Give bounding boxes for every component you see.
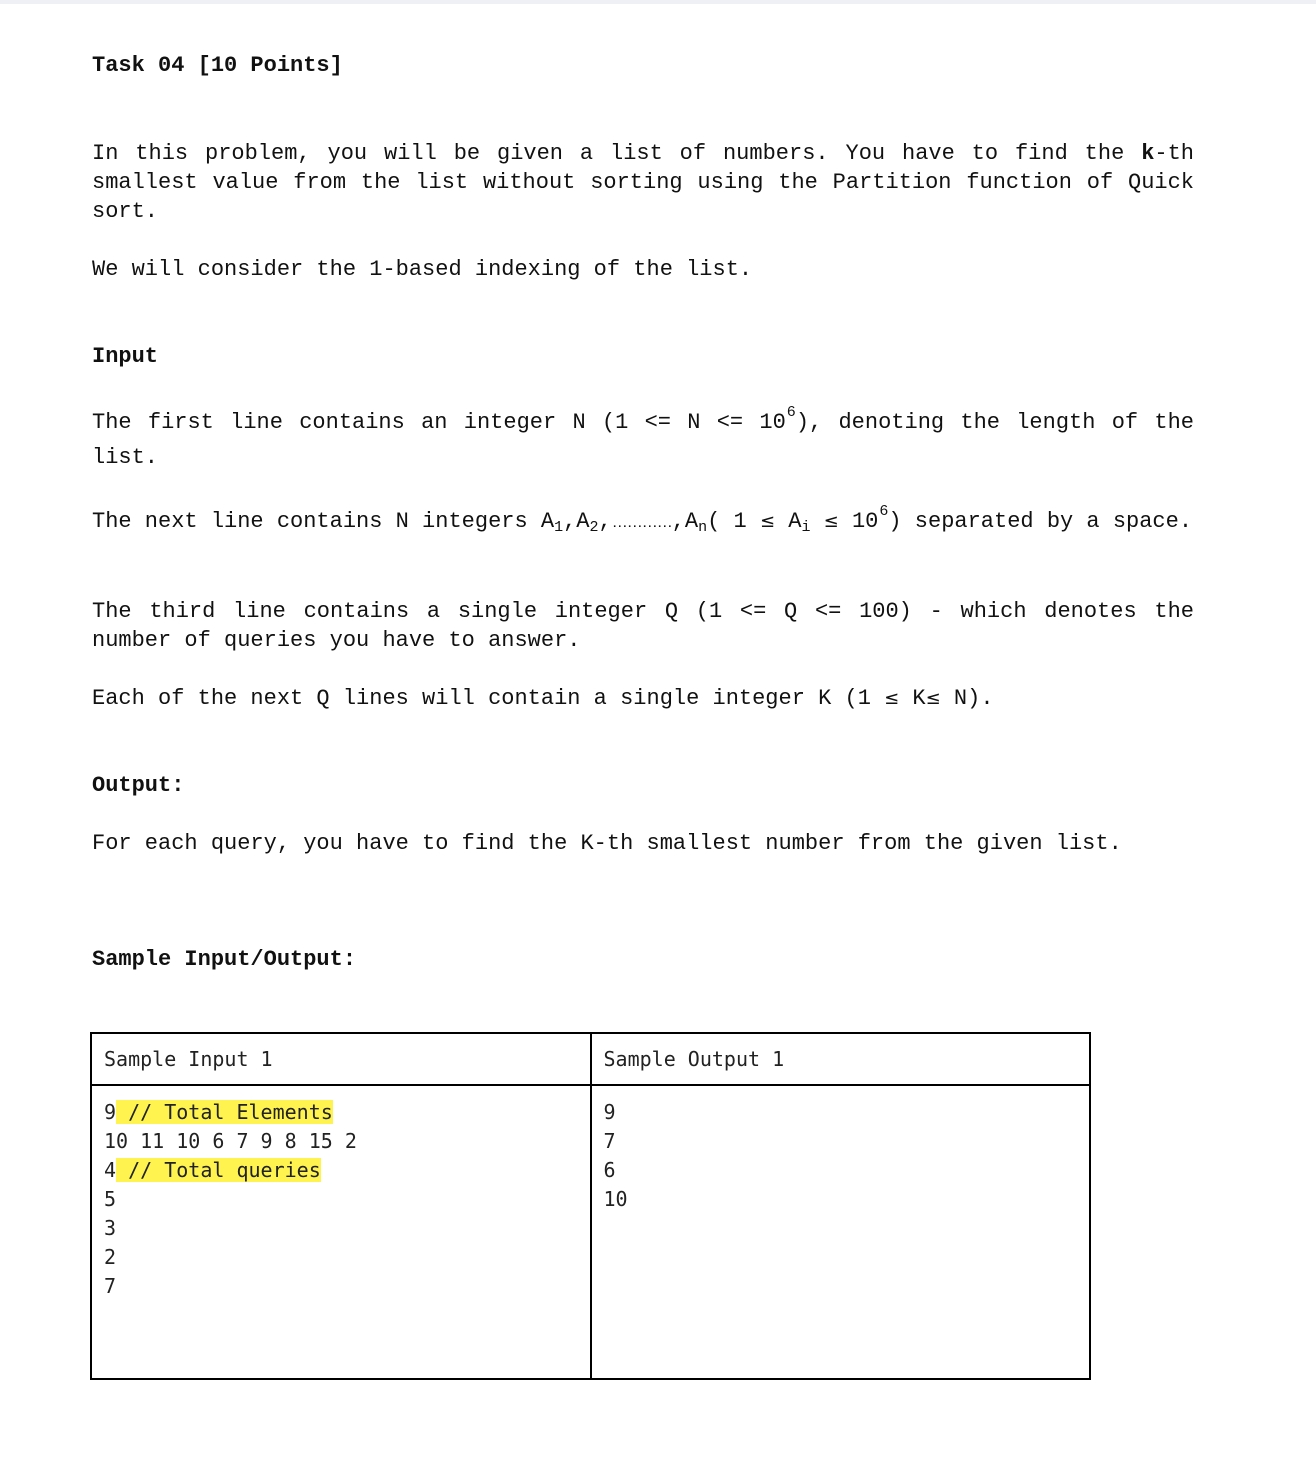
ellipsis-dots: ………… [611,514,672,531]
input-value: 5 [104,1187,117,1211]
sample-input-line [104,1185,578,1214]
input-value: 7 [104,1274,117,1298]
intro-text-b: -th smallest value from the list without sorting using the Partition function of Quick sort. [92,141,1194,224]
sample-output-header: Sample Output 1 [591,1033,1091,1085]
input-line2-a: The next line contains N integers A [92,509,555,534]
input-line4-a: Each of the next Q lines will contain a single integer K (1 [92,686,885,711]
input-line4-c: N). [940,686,994,711]
separator-a2: ,A [563,509,590,534]
input-line2-exponent: 6 [879,503,889,520]
sample-input-line [104,1127,578,1156]
input-line1-b: ), denoting the length of the list. [92,410,1194,470]
subscript-2: 2 [589,519,599,536]
sample-output-line: 7 [603,1129,616,1153]
sample-io-table [90,1032,1091,1380]
indexing-note: We will consider the 1-based indexing of the list. [92,257,753,282]
sample-input-line [104,1243,578,1272]
subscript-i: i [801,519,811,536]
input-value: 10 11 10 6 7 9 8 15 2 [104,1129,357,1153]
input-line4-paragraph [92,684,994,713]
sample-output-cell [591,1085,1091,1379]
input-line2-c: ( 1 [707,509,760,534]
input-heading: Input [92,344,159,369]
separator-comma: , [598,509,612,534]
intro-paragraph [92,139,1194,226]
sample-output-line: 9 [603,1100,616,1124]
input-line2-paragraph [92,505,1194,540]
subscript-n: n [698,519,708,536]
intro-k-bold: k [1141,141,1155,166]
input-line1-exponent: 6 [786,404,796,421]
input-line1-paragraph [92,406,1194,474]
separator-an: ,A [671,509,699,534]
sample-heading: Sample Input/Output: [92,947,357,972]
sample-table-header-row [91,1033,1090,1085]
sample-output-line: 6 [603,1158,616,1182]
sample-input-line [104,1156,578,1185]
input-value: 2 [104,1245,117,1269]
subscript-1: 1 [554,519,564,536]
intro-text-a: In this problem, you will be given a list of numbers. You have to find the [92,141,1142,166]
input-line4-b: K [899,686,926,711]
sample-input-line [104,1098,578,1127]
output-paragraph: For each query, you have to find the K-th smallest number from the given list. [92,831,1122,856]
task-title: Task 04 [10 Points] [92,53,343,78]
input-value: 9 [104,1100,117,1124]
sample-input-header: Sample Input 1 [91,1033,591,1085]
sample-output-line: 10 [603,1187,628,1211]
input-line1-a: The first line contains an integer N (1 <= N <= 10 [92,410,786,435]
leq-symbol: ≤ [823,511,839,532]
sample-input-line [104,1272,578,1301]
highlighted-comment: // Total Elements [116,1100,333,1124]
leq-symbol: ≤ [925,688,941,709]
leq-symbol: ≤ [884,688,900,709]
sample-table-body-row [91,1085,1090,1379]
highlighted-comment: // Total queries [116,1158,321,1182]
top-edge-band [0,0,1316,4]
sample-input-cell [91,1085,591,1379]
input-line2-e: 10 [838,509,879,534]
output-heading: Output: [92,773,185,798]
input-value: 4 [104,1158,117,1182]
input-line3-paragraph: The third line contains a single integer Q (1 <= Q <= 100) - which denotes the number of queries you have to answer. [92,599,1194,653]
input-line2-f: ) separated by a space. [888,509,1193,534]
input-line2-d: A [775,509,802,534]
sample-input-line [104,1214,578,1243]
leq-symbol: ≤ [759,511,776,532]
input-value: 3 [104,1216,117,1240]
